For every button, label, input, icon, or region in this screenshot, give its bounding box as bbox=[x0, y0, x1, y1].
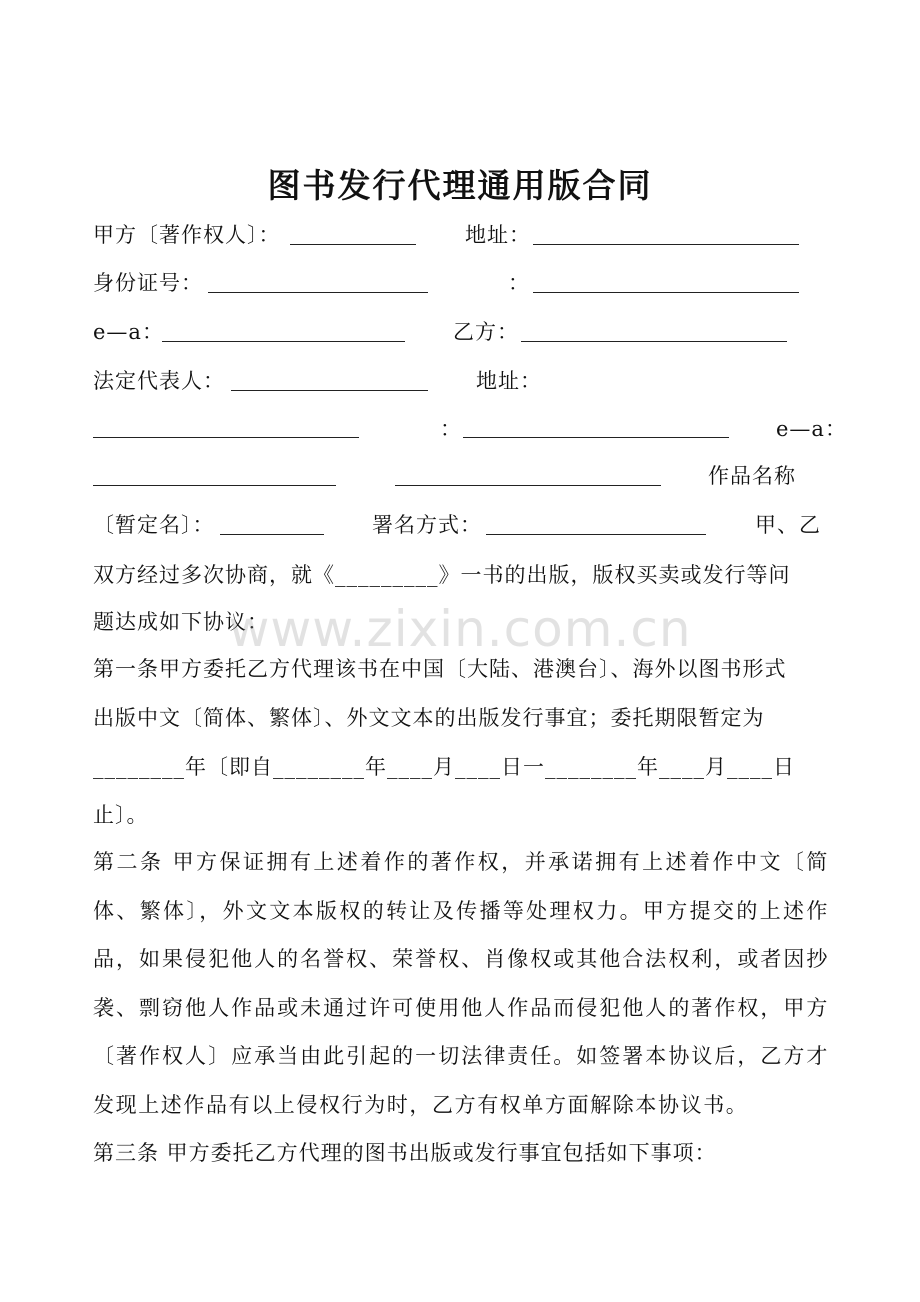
address2-blank[interactable] bbox=[93, 437, 359, 438]
signature-method-label: 署名方式： bbox=[372, 513, 482, 537]
legal-rep-label: 法定代表人： bbox=[93, 369, 225, 393]
work-blank[interactable] bbox=[395, 485, 661, 486]
colon-label: ： bbox=[508, 271, 530, 295]
party-a-label: 甲方〔著作权人〕： bbox=[93, 223, 281, 247]
address-label: 地址： bbox=[465, 223, 531, 247]
party-b-label: 乙方： bbox=[453, 320, 519, 344]
intro-line-2: 题达成如下协议： bbox=[93, 610, 269, 634]
watermark: www.zixin.com.cn bbox=[228, 600, 692, 658]
jia-yi-label: 甲、乙 bbox=[755, 513, 821, 537]
intro-line-1: 双方经过多次协商，就《_________》一书的出版，版权买卖或发行等问 bbox=[93, 563, 791, 587]
article-1-line-c: ________年〔即自________年____月____日一________年____月____日 bbox=[93, 755, 795, 779]
email-label: e—a： bbox=[93, 320, 164, 344]
address2-label: 地址： bbox=[476, 369, 542, 393]
document-title: 图书发行代理通用版合同 bbox=[267, 166, 653, 205]
colon2-blank[interactable] bbox=[463, 437, 729, 438]
tentative-name-label: 〔暂定名〕： bbox=[93, 513, 215, 537]
email2-blank[interactable] bbox=[93, 485, 336, 486]
article-1-line-a: 第一条甲方委托乙方代理该书在中国〔大陆、港澳台〕、海外以图书形式 bbox=[93, 657, 787, 681]
email2-label: e—a： bbox=[776, 417, 847, 441]
legal-rep-blank[interactable] bbox=[231, 390, 428, 391]
article-1-line-b: 出版中文〔简体、繁体〕、外文文本的出版发行事宜；委托期限暂定为 bbox=[93, 706, 765, 730]
tentative-name-blank[interactable] bbox=[220, 534, 324, 535]
party-a-blank[interactable] bbox=[290, 244, 416, 245]
colon-blank[interactable] bbox=[533, 292, 799, 293]
id-number-blank[interactable] bbox=[208, 292, 428, 293]
email-blank[interactable] bbox=[162, 341, 405, 342]
article-3-text: 第三条 甲方委托乙方代理的图书出版或发行事宜包括如下事项： bbox=[93, 1141, 717, 1165]
article-2-text: 第二条 甲方保证拥有上述着作的著作权，并承诺拥有上述着作中文〔简体、繁体〕，外文文本版权的转让及传播等处理权力。甲方提交的上述作品，如果侵犯他人的名誉权、荣誉权、肖像权或其他合法权利，或者因抄袭、剽窃他人作品或未通过许可使用他人作品而侵犯他人的著作权，甲方〔著作权人〕应承当由此引起的一切法律责任。如签署本协议后，乙方才发现上述作品有以上侵权行为时，乙方有权单方面解除本协议书。 bbox=[93, 850, 829, 1117]
article-1-line-d: 止〕。 bbox=[93, 803, 149, 827]
article-2-paragraph bbox=[93, 838, 829, 1129]
colon2-label: ： bbox=[440, 417, 462, 441]
party-b-blank[interactable] bbox=[521, 341, 787, 342]
address-blank[interactable] bbox=[533, 244, 799, 245]
signature-method-blank[interactable] bbox=[486, 534, 706, 535]
id-number-label: 身份证号： bbox=[93, 271, 203, 295]
work-name-label: 作品名称 bbox=[708, 464, 796, 488]
